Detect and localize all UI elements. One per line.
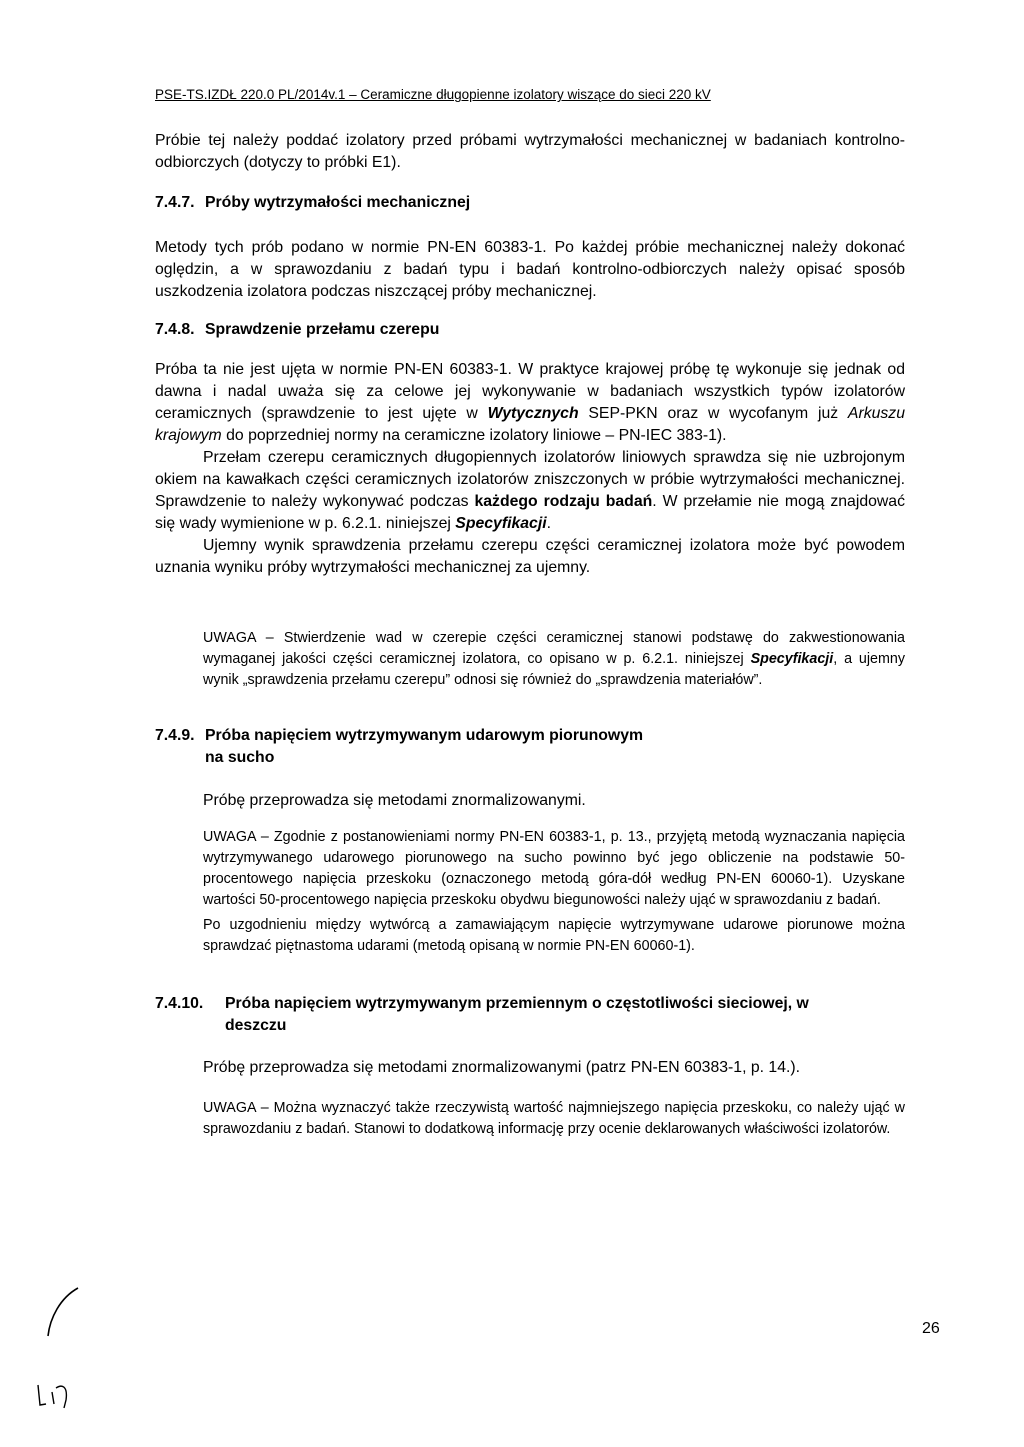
note-7410 xyxy=(203,1098,905,1140)
note-748 xyxy=(203,628,905,691)
note-text-1: UWAGA – Zgodnie z postanowieniami normy PN-EN 60383-1, p. 13., przyjętą metodą wyznaczania napięcia wytrzymywanego udarowego piorunowego na sucho powinno być jego obliczenie na podstawie 50-procentowego napięcia przeskoku (oznaczonego metodą góra-dół według PN-EN 60060-1). Uzyskane wartości 50-procentowego napięcia przeskoku obydwu biegunowości należy ująć w sprawozdaniu z badań. xyxy=(203,829,905,908)
note-text: UWAGA – Można wyznaczyć także rzeczywistą wartość najmniejszego napięcia przeskoku, co należy ująć w sprawozdaniu z badań. Stanowi to dodatkową informację przy ocenie deklarowanych właściwości izolatorów. xyxy=(203,1100,905,1137)
section-heading-749 xyxy=(155,725,915,747)
page-number: 26 xyxy=(922,1320,940,1337)
section-title-line1: Próba napięciem wytrzymywanym udarowym piorunowym xyxy=(205,727,644,744)
section-748-body xyxy=(155,359,905,579)
section-heading-7410 xyxy=(155,993,915,1015)
section-heading-7410-line2: deszczu xyxy=(225,1017,287,1034)
section-title: Sprawdzenie przełamu czerepu xyxy=(205,321,440,338)
paragraph-3: Ujemny wynik sprawdzenia przełamu czerepu części ceramicznej izolatora może być powodem uznania wyniku próby wytrzymałości mechanicznej za ujemny. xyxy=(155,537,905,576)
section-heading-748 xyxy=(155,319,915,341)
paragraph: Próbę przeprowadza się metodami znormalizowanymi. xyxy=(203,792,586,809)
section-heading-747 xyxy=(155,192,915,214)
section-heading-749-line2: na sucho xyxy=(205,749,275,766)
section-number: 7.4.8. xyxy=(155,321,195,338)
section-7410-body xyxy=(203,1057,905,1079)
note-text-2: Po uzgodnieniu między wytwórcą a zamawiającym napięcie wytrzymywane udarowe piorunowe można sprawdzać piętnastoma udarami (metodą opisaną w normie PN-EN 60060-1). xyxy=(203,917,905,954)
section-749-body xyxy=(203,790,905,812)
note-text: UWAGA – Stwierdzenie wad w czerepie części ceramicznej stanowi podstawę do zakwestionowania wymaganej jakości części ceramicznej izolatora, co opisano w p. 6.2.1. niniejszej Specyfikacji, a ujemny wynik „sprawdzenia przełamu czerepu” odnosi się również do „sprawdzenia materiałów”. xyxy=(203,630,905,688)
paragraph-2: Przełam czerepu ceramicznych długopiennych izolatorów liniowych sprawdza się nie uzbrojonym okiem na kawałkach części ceramicznych izolatorów zniszczonych w próbie wytrzymałości mechanicznej. Sprawdzenie to należy wykonywać podczas każdego rodzaju badań. W przełamie nie mogą znajdować się wady wymienione w p. 6.2.1. niniejszej Specyfikacji. xyxy=(155,449,905,532)
section-title: Próby wytrzymałości mechanicznej xyxy=(205,194,471,211)
handwritten-signature xyxy=(30,1280,110,1420)
intro-paragraph xyxy=(155,130,905,174)
paragraph-1: Próba ta nie jest ujęta w normie PN-EN 60383-1. W praktyce krajowej próbę tę wykonuje się jednak od dawna i nadal uważa się za celowe jej wykonywanie w badaniach wszystkich typów izolatorów ceramicznych (sprawdzenie to jest ujęte w Wytycznych SEP-PKN oraz w wycofanym już Arkuszu krajowym do poprzedniej normy na ceramiczne izolatory liniowe – PN-IEC 383-1). xyxy=(155,361,905,444)
section-747-body xyxy=(155,237,905,303)
paragraph: Metody tych prób podano w normie PN-EN 60383-1. Po każdej próbie mechanicznej należy dokonać oględzin, a w sprawozdaniu z badań typu i badań kontrolno-odbiorczych należy opisać sposób uszkodzenia izolatora podczas niszczącej próby mechanicznej. xyxy=(155,239,905,300)
note-749 xyxy=(203,827,905,957)
section-number: 7.4.7. xyxy=(155,194,195,211)
section-title-line1: Próba napięciem wytrzymywanym przemiennym o częstotliwości sieciowej, w xyxy=(225,995,809,1012)
paragraph: Próbę przeprowadza się metodami znormalizowanymi (patrz PN-EN 60383-1, p. 14.). xyxy=(203,1059,801,1076)
section-number: 7.4.10. xyxy=(155,995,204,1012)
intro-text: Próbie tej należy poddać izolatory przed próbami wytrzymałości mechanicznej w badaniach kontrolno-odbiorczych (dotyczy to próbki E1). xyxy=(155,132,905,171)
section-number: 7.4.9. xyxy=(155,727,195,744)
page-header: PSE-TS.IZDŁ 220.0 PL/2014v.1 – Ceramiczne długopienne izolatory wiszące do sieci 220 kV xyxy=(155,87,711,102)
